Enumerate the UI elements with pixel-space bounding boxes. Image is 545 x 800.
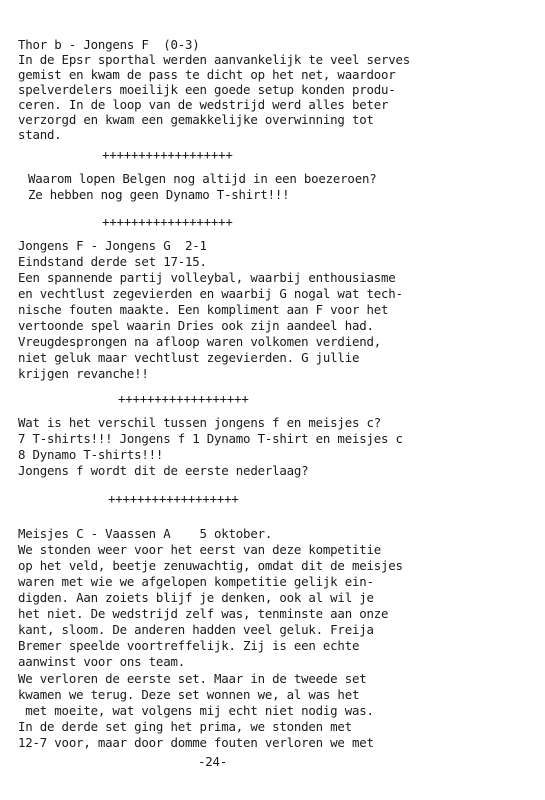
- joke-question: Jongens f wordt dit de eerste nederlaag?: [18, 463, 309, 478]
- text-line: gemist en kwam de pass te dicht op het net, waardoor: [18, 67, 396, 82]
- text-line: In de derde set ging het prima, we stonden met: [18, 719, 352, 734]
- separator: ++++++++++++++++++: [102, 147, 233, 162]
- text-line: krijgen revanche!!: [18, 366, 149, 381]
- text-line: waren met wie we afgelopen kompetitie gelijk ein-: [18, 574, 374, 589]
- separator: ++++++++++++++++++: [118, 391, 249, 406]
- text-line: We stonden weer voor het eerst van deze kompetitie: [18, 542, 381, 557]
- separator: ++++++++++++++++++: [108, 491, 239, 506]
- text-line: Bremer speelde voortreffelijk. Zij is een echte: [18, 638, 360, 653]
- text-line: kwamen we terug. Deze set wonnen we, al was het: [18, 687, 360, 702]
- separator: ++++++++++++++++++: [102, 214, 233, 229]
- text-line: verzorgd en kwam een gemakkelijke overwinning tot: [18, 112, 374, 127]
- text-line: Een spannende partij volleybal, waarbij enthousiasme: [18, 270, 396, 285]
- joke-question: Wat is het verschil tussen jongens f en meisjes c?: [18, 415, 381, 430]
- text-line: Vreugdesprongen na afloop waren volkomen verdiend,: [18, 334, 381, 349]
- joke-question: Waarom lopen Belgen nog altijd in een boezeroen?: [28, 171, 377, 186]
- text-line: stand.: [18, 127, 62, 142]
- text-line: niet geluk maar vechtlust zegevierden. G jullie: [18, 350, 360, 365]
- text-line: het niet. De wedstrijd zelf was, tenminste aan onze: [18, 606, 389, 621]
- text-line: 12-7 voor, maar door domme fouten verloren we met: [18, 735, 374, 750]
- joke-answer: 8 Dynamo T-shirts!!!: [18, 447, 164, 462]
- match-heading-meisjes-c-vaassen-a: Meisjes C - Vaassen A 5 oktober.: [18, 526, 273, 541]
- text-line: ceren. In de loop van de wedstrijd werd alles beter: [18, 97, 389, 112]
- joke-answer: Ze hebben nog geen Dynamo T-shirt!!!: [28, 187, 290, 202]
- text-line: digden. Aan zoiets blijf je denken, ook al wil je: [18, 590, 374, 605]
- text-line: op het veld, beetje zenuwachtig, omdat dit de meisjes: [18, 558, 403, 573]
- match-heading-thor-jongens-f: Thor b - Jongens F (0-3): [18, 37, 200, 52]
- text-line: kant, sloom. De anderen hadden veel geluk. Freija: [18, 622, 374, 637]
- text-line: vertoonde spel waarin Dries ook zijn aandeel had.: [18, 318, 374, 333]
- text-line: We verloren de eerste set. Maar in de tweede set: [18, 671, 367, 686]
- text-line: spelverdelers moeilijk een goede setup konden produ-: [18, 82, 396, 97]
- text-line: aanwinst voor ons team.: [18, 654, 185, 669]
- text-line: Eindstand derde set 17-15.: [18, 254, 207, 269]
- text-line: In de Epsr sporthal werden aanvankelijk te veel serves: [18, 52, 411, 67]
- match-heading-jongens-f-jongens-g: Jongens F - Jongens G 2-1: [18, 238, 207, 253]
- joke-answer: 7 T-shirts!!! Jongens f 1 Dynamo T-shirt en meisjes c: [18, 431, 403, 446]
- text-line: nische fouten maakte. Een kompliment aan F voor het: [18, 302, 389, 317]
- text-line: en vechtlust zegevierden en waarbij G nogal wat tech-: [18, 286, 403, 301]
- text-line: met moeite, wat volgens mij echt niet nodig was.: [18, 703, 374, 718]
- page-number: -24-: [198, 754, 228, 769]
